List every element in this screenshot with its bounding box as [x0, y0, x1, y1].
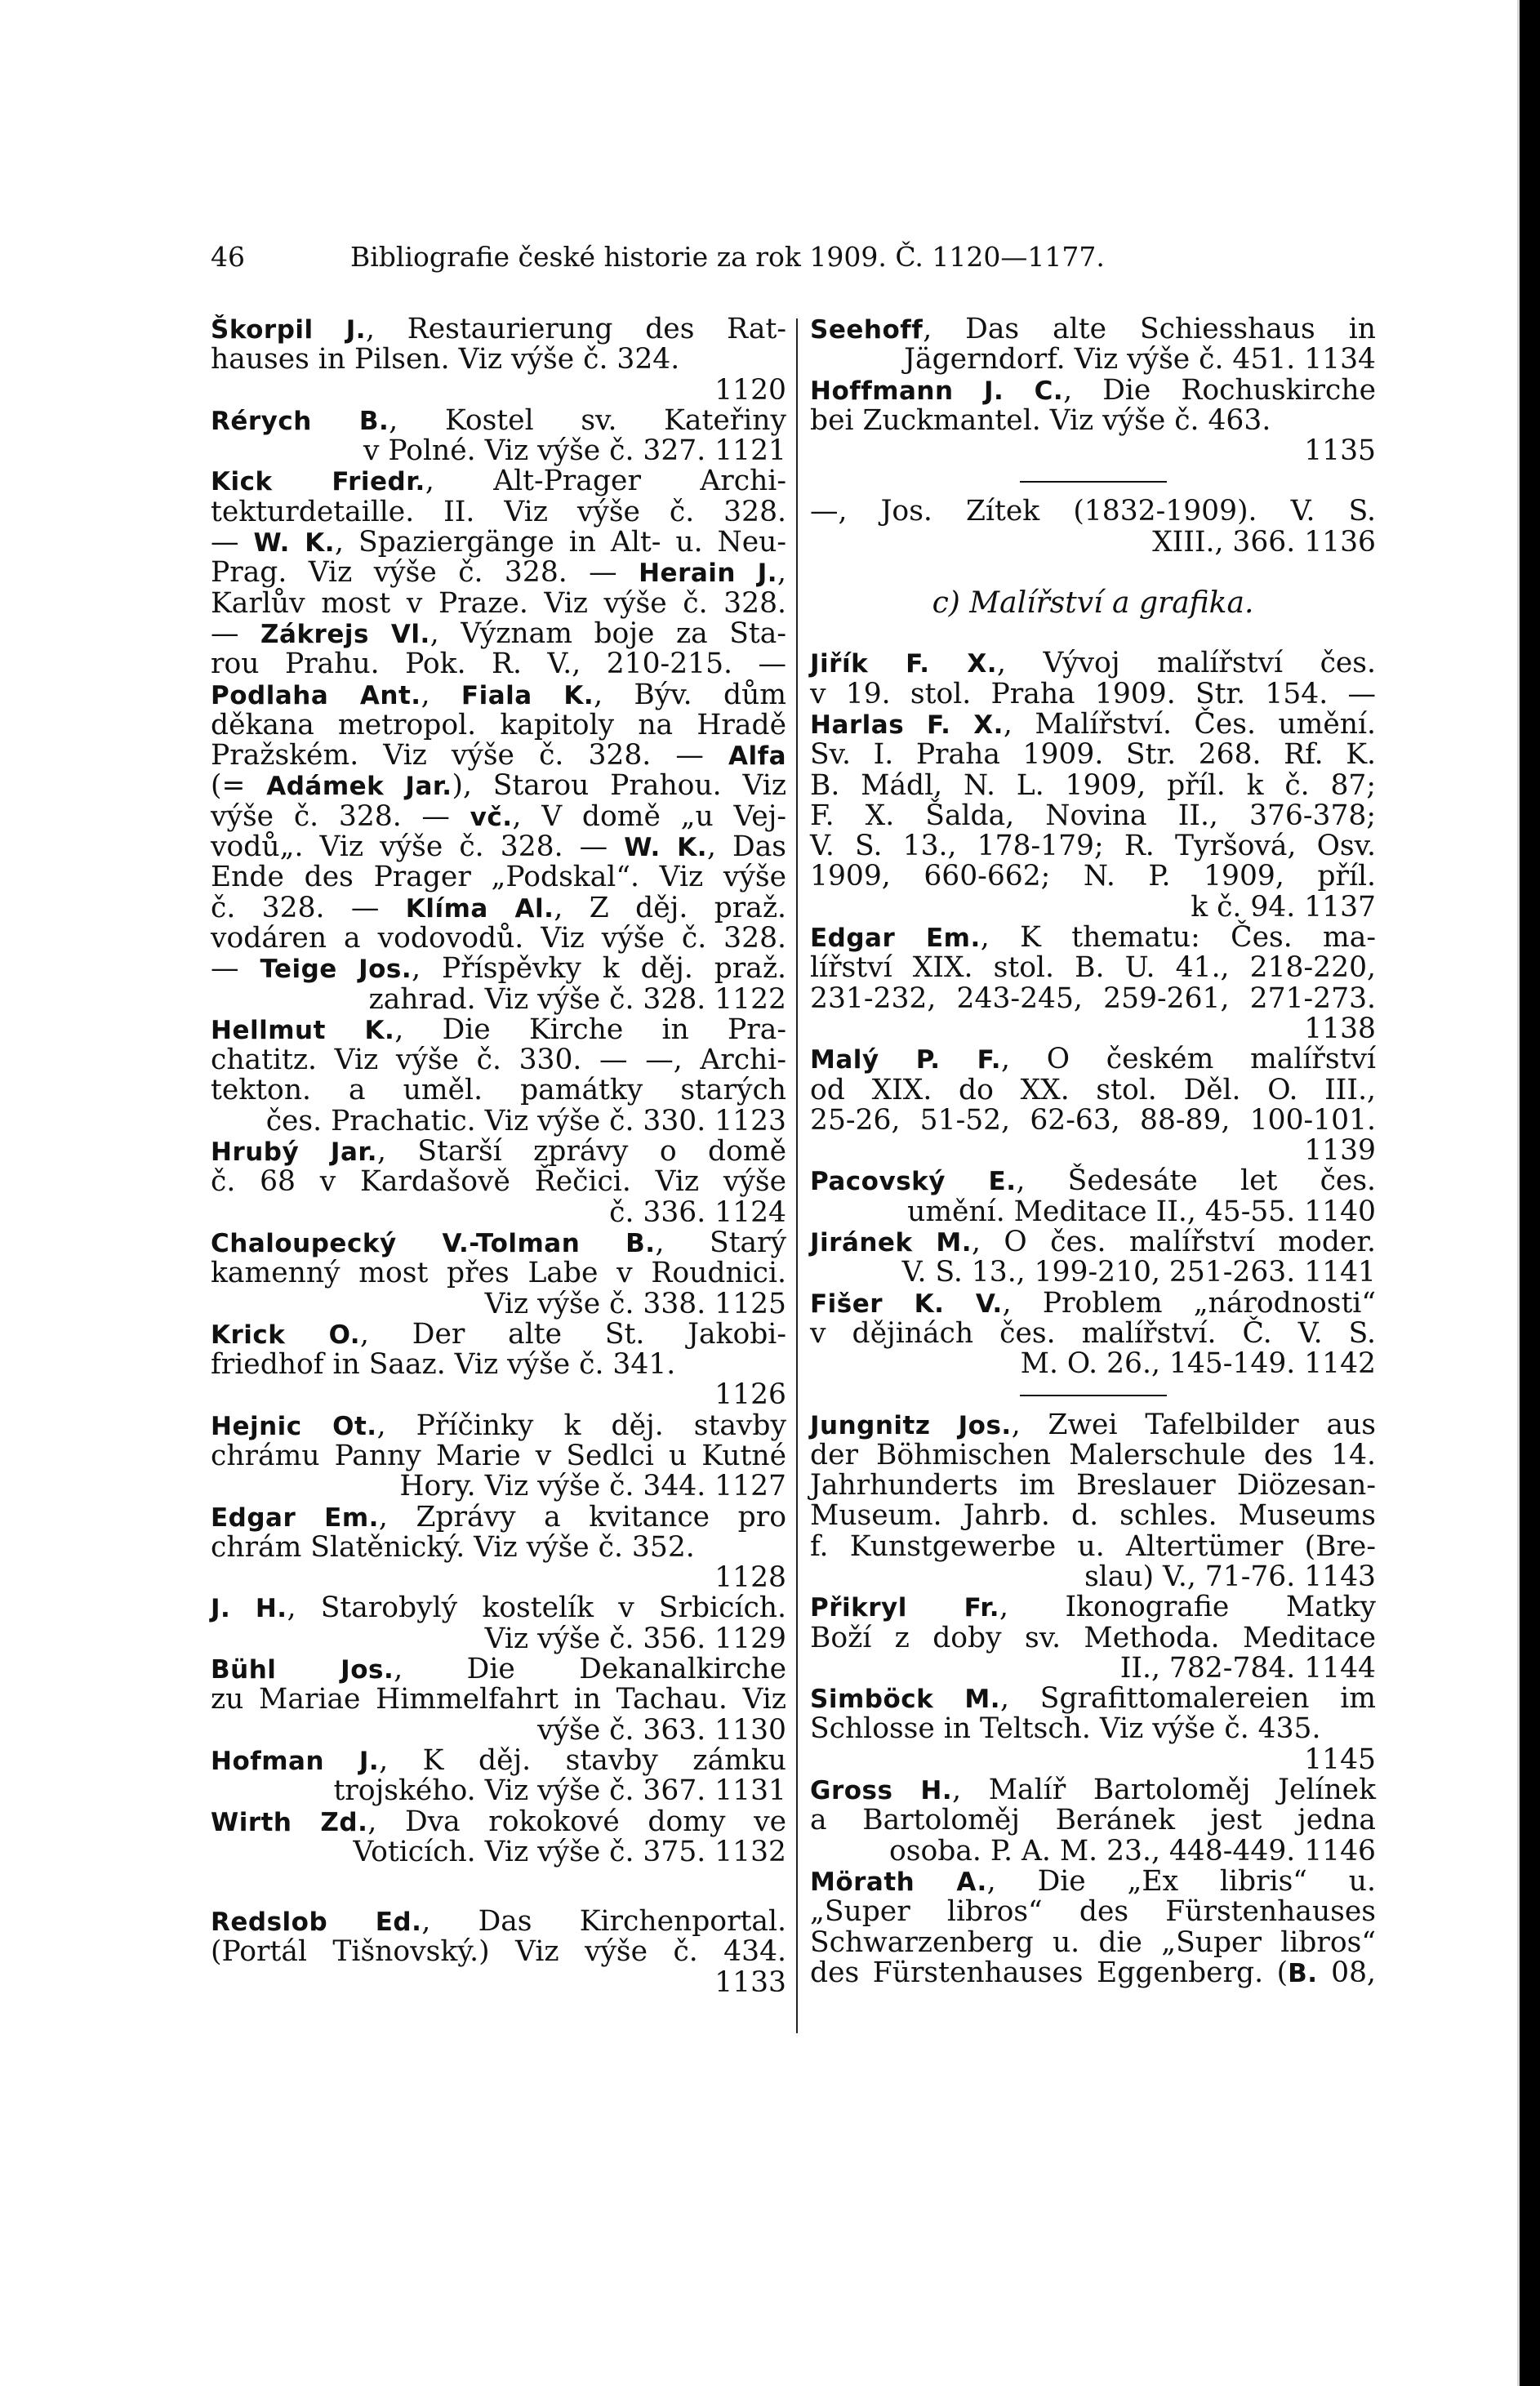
text-line: Hoffmann J. C., Die Rochuskirche: [810, 373, 1376, 407]
text-line: J. H., Starobylý kostelík v Srbicích.: [211, 1591, 786, 1625]
text-line: trojského. Viz výše č. 367. 1131: [333, 1774, 786, 1808]
text-line: Jiránek M., O čes. malířství moder.: [810, 1226, 1377, 1259]
text-line: Krick O., Der alte St. Jakobi-: [211, 1317, 786, 1351]
text-line: v 19. stol. Praha 1909. Str. 154. —: [810, 677, 1376, 710]
text-line: Fišer K. V., Problem „národnosti“: [810, 1286, 1376, 1320]
text-line: Podlaha Ant., Fiala K., Býv. dům: [211, 678, 786, 711]
text-line: —, Jos. Zítek (1832-1909). V. S.: [810, 495, 1376, 528]
author-name: Herain J.: [639, 559, 778, 589]
right-column: [810, 314, 1376, 1988]
author-name: Krick O.: [211, 1320, 361, 1350]
text-line: Škorpil J., Restaurierung des Rat-: [211, 313, 787, 345]
entry-number: 1126: [714, 1378, 786, 1412]
text-line: Hory. Viz výše č. 344. 1127: [399, 1470, 786, 1503]
author-name: B.: [1288, 1958, 1318, 1988]
text-line: zahrad. Viz výše č. 328. 1122: [368, 982, 786, 1016]
author-name: Hoffmann J. C.: [810, 376, 1064, 406]
text-line: Pacovský E., Šedesáte let čes.: [810, 1164, 1376, 1198]
text-line: Sv. I. Praha 1909. Str. 268. Rf. K.: [810, 738, 1376, 772]
entry-number: 1135: [1304, 434, 1376, 468]
author-name: Redslob Ed.: [211, 1907, 422, 1938]
author-name: Rérych B.: [211, 406, 389, 436]
text-line: Schwarzenberg u. die „Super libros“: [810, 1925, 1376, 1959]
text-line: Jahrhunderts im Breslauer Diözesan-: [810, 1469, 1376, 1502]
author-name: Teige Jos.: [260, 955, 412, 985]
text-line: zu Mariae Himmelfahrt in Tachau. Viz: [211, 1683, 786, 1716]
text-line: des Fürstenhauses Eggenberg. (B. 08,: [810, 1956, 1376, 1989]
text-line: a Bartoloměj Beránek jest jedna: [810, 1804, 1376, 1837]
text-line: Boží z doby sv. Methoda. Meditace: [810, 1621, 1376, 1654]
author-name: Jiřík F. X.: [810, 649, 998, 679]
text-line: č. 336. 1124: [609, 1195, 786, 1229]
text-line: Mörath A., Die „Ex libris“ u.: [810, 1864, 1376, 1898]
author-name: Klíma Al.: [405, 893, 554, 924]
text-line: F. X. Šalda, Novina II., 376-378;: [810, 799, 1376, 832]
text-line: Ende des Prager „Podskal“. Viz výše: [211, 861, 786, 894]
text-line: hauses in Pilsen. Viz výše č. 324.: [211, 343, 680, 376]
author-name: vč.: [470, 802, 513, 832]
page-header: [211, 233, 1370, 282]
author-name: Škorpil J.: [211, 315, 367, 345]
text-line: Simböck M., Sgrafittomalereien im: [810, 1682, 1376, 1716]
scan-edge: [1520, 0, 1540, 2386]
author-name: Adámek Jar.: [266, 772, 452, 802]
author-name: W. K.: [253, 528, 336, 559]
separator-rule: [810, 466, 1376, 496]
author-name: Fiala K.: [461, 680, 594, 710]
text-line: vodáren a vodovodů. Viz výše č. 328.: [211, 921, 786, 955]
entry-number: 1128: [714, 1561, 786, 1595]
running-title: Bibliografie české historie za rok 1909. Č. 1120—1177.: [350, 241, 1105, 273]
author-name: Malý P. F.: [810, 1045, 1002, 1075]
text-line: Gross H., Malíř Bartoloměj Jelínek: [810, 1774, 1376, 1807]
text-line: friedhof in Saaz. Viz výše č. 341.: [211, 1348, 676, 1382]
text-line: Pražském. Viz výše č. 328. — Alfa: [211, 739, 786, 772]
author-name: Chaloupecký V.-Tolman B.: [211, 1228, 656, 1258]
author-name: Mörath A.: [810, 1867, 987, 1897]
text-line: (= Adámek Jar.), Starou Prahou. Viz: [211, 769, 786, 803]
author-name: Hejnic Ot.: [211, 1411, 377, 1441]
text-line: lířství XIX. stol. B. U. 41., 218-220,: [810, 951, 1376, 985]
text-line: č. 328. — Klíma Al., Z děj. praž.: [211, 891, 786, 924]
author-name: Edgar Em.: [211, 1502, 379, 1533]
author-name: Hofman J.: [211, 1746, 380, 1776]
text-line: čes. Prachatic. Viz výše č. 330. 1123: [265, 1104, 786, 1137]
text-line: — W. K., Spaziergänge in Alt- u. Neu-: [211, 526, 786, 559]
text-line: umění. Meditace II., 45-55. 1140: [907, 1195, 1376, 1228]
author-name: Seehoff: [810, 315, 924, 345]
author-name: J. H.: [211, 1594, 287, 1624]
text-line: děkana metropol. kapitoly na Hradě: [211, 708, 786, 741]
text-line: Hejnic Ot., Příčinky k děj. stavby: [211, 1409, 786, 1442]
author-name: Podlaha Ant.: [211, 680, 421, 710]
text-line: Karlův most v Praze. Viz výše č. 328.: [211, 586, 786, 620]
entry-number: 1145: [1304, 1743, 1376, 1776]
text-line: M. O. 26., 145-149. 1142: [1020, 1347, 1376, 1381]
text-line: Schlosse in Teltsch. Viz výše č. 435.: [810, 1712, 1321, 1746]
text-line: V. S. 13., 178-179; R. Tyršová, Osv.: [810, 830, 1376, 863]
text-line: Jungnitz Jos., Zwei Tafelbilder aus: [810, 1408, 1376, 1441]
text-line: 25-26, 51-52, 62-63, 88-89, 100-101.: [810, 1103, 1376, 1137]
entry-number: 1139: [1304, 1134, 1376, 1168]
text-line: osoba. P. A. M. 23., 448-449. 1146: [889, 1834, 1376, 1867]
author-name: Hrubý Jar.: [211, 1137, 378, 1168]
text-line: slau) V., 71-76. 1143: [1084, 1560, 1376, 1593]
text-line: 1909, 660-662; N. P. 1909, příl.: [810, 860, 1376, 893]
text-line: Bühl Jos., Die Dekanalkirche: [211, 1653, 787, 1686]
text-line: Chaloupecký V.-Tolman B., Starý: [211, 1226, 786, 1259]
text-line: V. S. 13., 199-210, 251-263. 1141: [901, 1256, 1376, 1289]
text-line: vodů„. Viz výše č. 328. — W. K., Das: [211, 830, 786, 864]
author-name: Gross H.: [810, 1776, 953, 1806]
text-line: v Polné. Viz výše č. 327. 1121: [363, 434, 786, 468]
text-line: Voticích. Viz výše č. 375. 1132: [353, 1835, 786, 1868]
page-number: 46: [211, 241, 245, 273]
text-line: Hrubý Jar., Starší zprávy o domě: [211, 1135, 786, 1169]
separator-rule: [810, 1380, 1376, 1410]
author-name: Alfa: [728, 741, 786, 772]
text-line: Hofman J., K děj. stavby zámku: [211, 1743, 786, 1777]
author-name: Harlas F. X.: [810, 710, 1004, 740]
text-line: od XIX. do XX. stol. Děl. O. III.,: [810, 1073, 1376, 1106]
text-line: II., 782-784. 1144: [1119, 1651, 1376, 1685]
text-line: Malý P. F., O českém malířství: [810, 1043, 1377, 1076]
author-name: Pacovský E.: [810, 1167, 1017, 1197]
author-name: Hellmut K.: [211, 1015, 395, 1045]
text-line: Jiřík F. X., Vývoj malířství čes.: [810, 647, 1376, 680]
text-line: Prag. Viz výše č. 328. — Herain J.,: [211, 556, 786, 590]
author-name: Bühl Jos.: [211, 1655, 394, 1685]
text-line: tekturdetaille. II. Viz výše č. 328.: [211, 495, 786, 528]
text-line: Seehoff, Das alte Schiesshaus in: [810, 313, 1376, 345]
text-line: „Super libros“ des Fürstenhauses: [810, 1895, 1376, 1929]
text-line: Jägerndorf. Viz výše č. 451. 1134: [904, 343, 1376, 376]
text-line: Rérych B., Kostel sv. Kateřiny: [211, 403, 786, 437]
text-line: v dějinách čes. malířství. Č. V. S.: [810, 1316, 1376, 1350]
text-line: Wirth Zd., Dva rokokové domy ve: [211, 1805, 787, 1838]
entry-number: 1138: [1304, 1012, 1376, 1045]
author-name: Jiránek M.: [810, 1228, 972, 1258]
text-line: Hellmut K., Die Kirche in Pra-: [211, 1013, 786, 1046]
text-line: kamenný most přes Labe v Roudnici.: [211, 1257, 786, 1290]
text-line: Harlas F. X., Malířství. Čes. umění.: [810, 707, 1377, 741]
text-line: rou Prahu. Pok. R. V., 210-215. —: [211, 648, 786, 681]
text-line: f. Kunstgewerbe u. Altertümer (Bre-: [810, 1529, 1376, 1563]
entry-number: 1133: [714, 1965, 786, 1999]
author-name: Wirth Zd.: [211, 1807, 368, 1837]
text-line: B. Mádl, N. L. 1909, příl. k č. 87;: [810, 768, 1376, 802]
text-line: Viz výše č. 356. 1129: [484, 1622, 786, 1655]
text-line: Museum. Jahrb. d. schles. Museums: [810, 1499, 1376, 1533]
author-name: Jungnitz Jos.: [810, 1410, 1012, 1440]
author-name: Fišer K. V.: [810, 1289, 1003, 1319]
column-divider: [796, 318, 798, 2033]
author-name: Zákrejs Vl.: [260, 619, 430, 649]
text-line: chrámu Panny Marie v Sedlci u Kutné: [211, 1439, 786, 1472]
author-name: Kick Friedr.: [211, 467, 425, 497]
text-line: XIII., 366. 1136: [1152, 525, 1376, 559]
entry-number: 1120: [714, 373, 786, 407]
author-name: Přikryl Fr.: [810, 1593, 1000, 1623]
text-line: Edgar Em., K thematu: Čes. ma-: [810, 921, 1376, 955]
text-line: Viz výše č. 338. 1125: [484, 1287, 786, 1320]
text-line: — Teige Jos., Příspěvky k děj. praž.: [211, 952, 787, 986]
text-line: chatitz. Viz výše č. 330. — —, Archi-: [211, 1044, 786, 1077]
text-line: Přikryl Fr., Ikonografie Matky: [810, 1591, 1376, 1624]
text-line: Redslob Ed., Das Kirchenportal.: [211, 1905, 786, 1939]
text-line: (Portál Tišnovský.) Viz výše č. 434.: [211, 1935, 786, 1969]
text-line: výše č. 363. 1130: [537, 1713, 786, 1747]
author-name: Edgar Em.: [810, 924, 981, 954]
text-line: 231-232, 243-245, 259-261, 271-273.: [810, 982, 1376, 1015]
author-name: W. K.: [624, 833, 707, 863]
text-line: Edgar Em., Zprávy a kvitance pro: [211, 1500, 787, 1534]
text-line: — Zákrejs Vl., Význam boje za Sta-: [211, 617, 786, 650]
text-line: bei Zuckmantel. Viz výše č. 463.: [810, 403, 1271, 437]
text-line: k č. 94. 1137: [1191, 890, 1376, 924]
text-line: výše č. 328. — vč., V domě „u Vej-: [211, 799, 786, 833]
author-name: Simböck M.: [810, 1685, 1001, 1715]
text-line: chrám Slatěnický. Viz výše č. 352.: [211, 1530, 695, 1564]
left-column: [211, 314, 786, 1998]
text-line: der Böhmischen Malerschule des 14.: [810, 1438, 1376, 1471]
text-line: tekton. a uměl. památky starých: [211, 1074, 786, 1107]
section-heading: c) Malířství a grafika.: [932, 586, 1254, 621]
text-line: Kick Friedr., Alt-Prager Archi-: [211, 465, 786, 498]
text-line: č. 68 v Kardašově Řečici. Viz výše: [211, 1165, 786, 1199]
